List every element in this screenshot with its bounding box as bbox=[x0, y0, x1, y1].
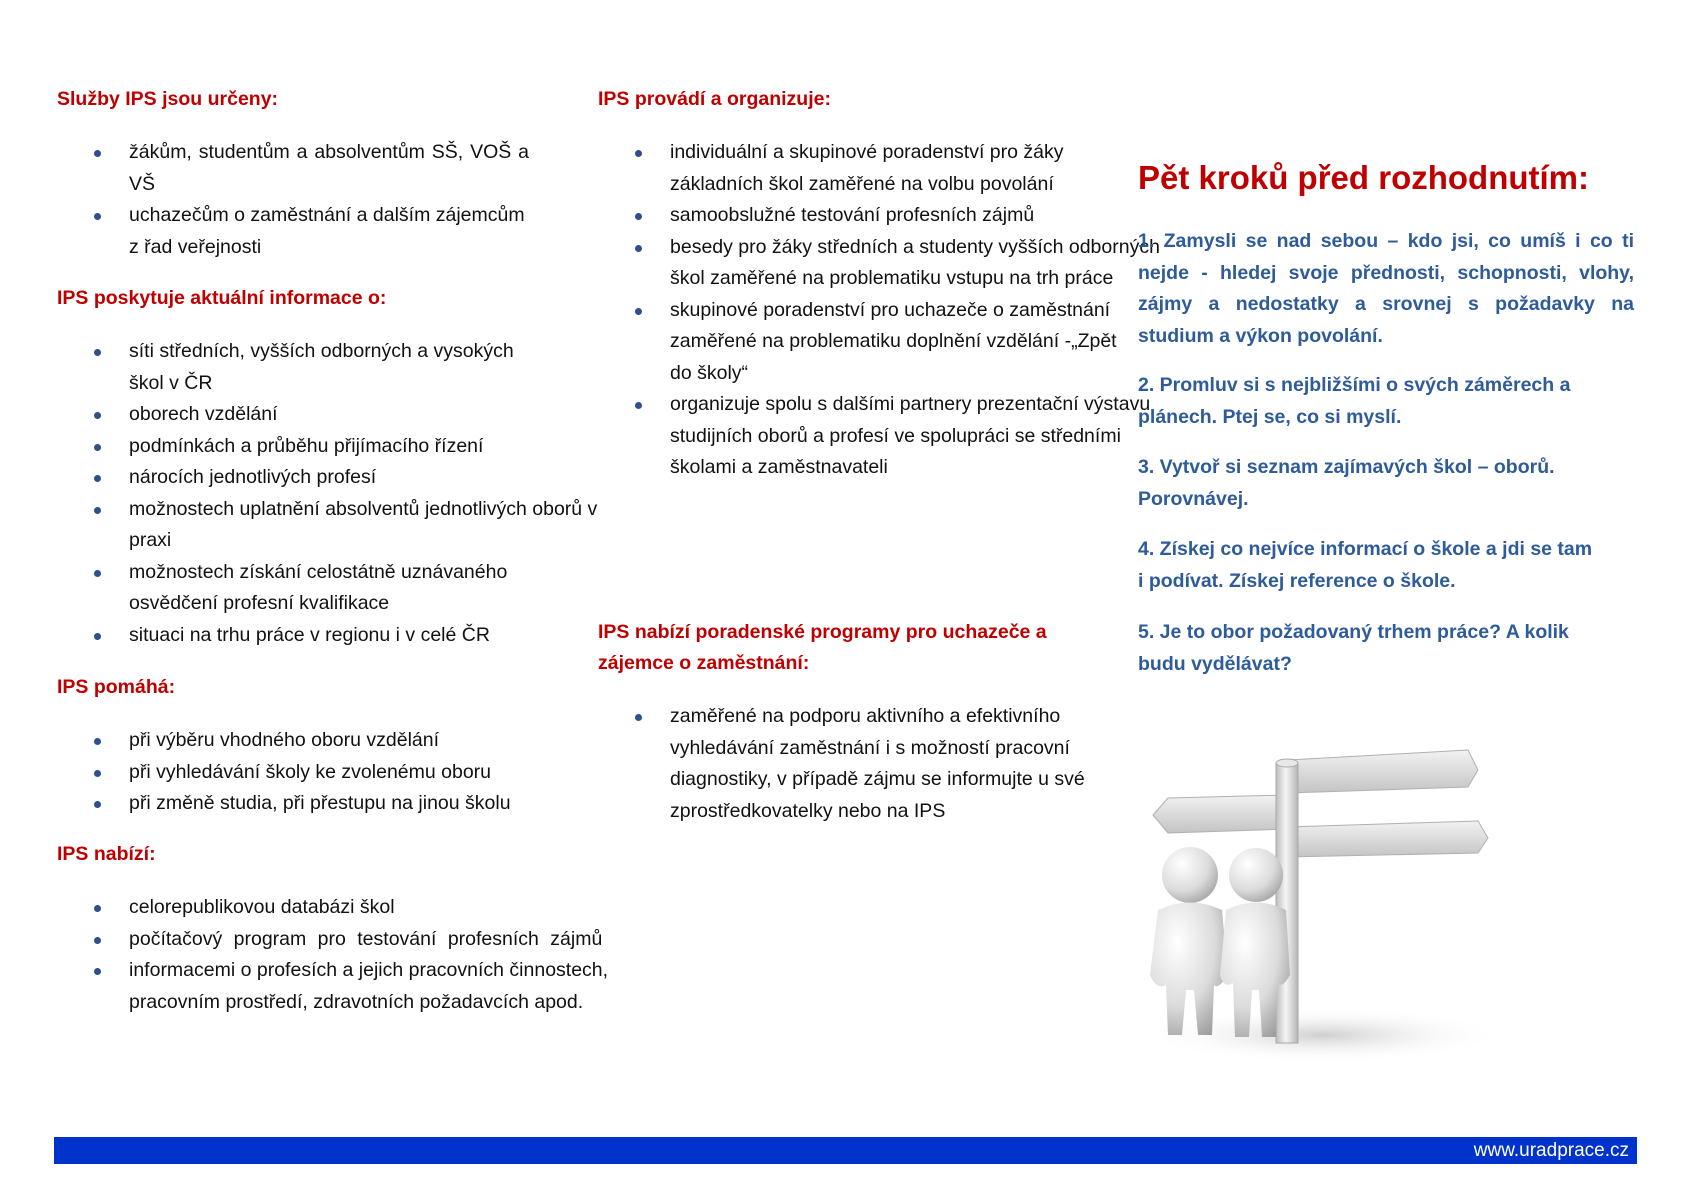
list-item: oborech vzdělání bbox=[57, 399, 557, 431]
list-item: síti středních, vyšších odborných a vysokých škol v ČR bbox=[57, 336, 539, 399]
step-3: 3. Vytvoř si seznam zajímavých škol – oborů. Porovnávej. bbox=[1138, 456, 1555, 510]
footer-bar bbox=[54, 1137, 1637, 1164]
section-title-information: IPS poskytuje aktuální informace o: bbox=[57, 287, 387, 309]
bullet-dot-icon bbox=[635, 150, 642, 157]
section-title-helps: IPS pomáhá: bbox=[57, 676, 176, 698]
steps-title: Pět kroků před rozhodnutím: bbox=[1138, 159, 1590, 196]
step-4: 4. Získej co nejvíce informací o škole a jdi se tam i podívat. Získej reference o škole. bbox=[1138, 538, 1593, 592]
bullet-dot-icon bbox=[94, 349, 101, 356]
bullet-dot-icon bbox=[635, 213, 642, 220]
list-item: samoobslužné testování profesních zájmů bbox=[598, 200, 1108, 232]
list-item: při změně studia, při přestupu na jinou školu bbox=[57, 788, 577, 820]
bullet-dot-icon bbox=[94, 770, 101, 777]
bullet-dot-icon bbox=[94, 633, 101, 640]
bullet-dot-icon bbox=[635, 245, 642, 252]
list-offers bbox=[57, 892, 609, 1018]
list-item: celorepublikovou databázi škol bbox=[57, 892, 557, 924]
bullet-dot-icon bbox=[94, 968, 101, 975]
list-programs bbox=[598, 701, 1108, 827]
list-item: individuální a skupinové poradenství pro žáky základních škol zaměřené na volbu povolání bbox=[598, 137, 1160, 200]
list-item: při výběru vhodného oboru vzdělání bbox=[57, 725, 577, 757]
section-title-offers: IPS nabízí: bbox=[57, 843, 156, 865]
list-item: možnostech získání celostátně uznávaného osvědčení profesní kvalifikace bbox=[57, 557, 589, 620]
bullet-dot-icon bbox=[635, 402, 642, 409]
signpost-figures-illustration-icon bbox=[1138, 735, 1510, 1065]
list-item: uchazečům o zaměstnání a dalším zájemcům z řad veřejnosti bbox=[57, 200, 539, 263]
list-item: počítačový program pro testování profesních zájmů bbox=[57, 924, 629, 956]
bullet-dot-icon bbox=[94, 213, 101, 220]
list-information bbox=[57, 336, 598, 651]
section-title-services: Služby IPS jsou určeny: bbox=[57, 88, 279, 110]
list-item: zaměřené na podporu aktivního a efektivního vyhledávání zaměstnání i s možností pracovní diagnostiky, v případě zájmu se informujte u své zprostředkovatelky nebo na IPS bbox=[598, 701, 1160, 827]
list-item: informacemi o profesích a jejich pracovních činnostech, pracovním prostředí, zdravotních požadavcích apod. bbox=[57, 955, 609, 1018]
bullet-dot-icon bbox=[635, 714, 642, 721]
list-item: žákům, studentům a absolventům SŠ, VOŠ a VŠ bbox=[57, 137, 529, 200]
bullet-dot-icon bbox=[94, 738, 101, 745]
list-item: organizuje spolu s dalšími partnery prezentační výstavu studijních oborů a profesí ve spolupráci se středními školami a zaměstnavateli bbox=[598, 389, 1175, 484]
footer-url-link[interactable]: www.uradprace.cz bbox=[1473, 1140, 1629, 1161]
list-services bbox=[57, 137, 557, 263]
bullet-dot-icon bbox=[94, 444, 101, 451]
list-item: nárocích jednotlivých profesí bbox=[57, 462, 557, 494]
bullet-dot-icon bbox=[94, 570, 101, 577]
list-item: skupinové poradenství pro uchazeče o zaměstnání zaměřené na problematiku doplnění vzdělání -„Zpět do školy“ bbox=[598, 295, 1120, 390]
list-item: při vyhledávání školy ke zvolenému oboru bbox=[57, 757, 577, 789]
list-item: podmínkách a průběhu přijímacího řízení bbox=[57, 431, 557, 463]
list-item: besedy pro žáky středních a studenty vyšších odborných škol zaměřené na problematiku vstupu na trh práce bbox=[598, 232, 1160, 295]
bullet-dot-icon bbox=[94, 150, 101, 157]
bullet-dot-icon bbox=[94, 801, 101, 808]
bullet-dot-icon bbox=[94, 905, 101, 912]
list-organizes bbox=[598, 137, 1160, 484]
list-helps bbox=[57, 725, 577, 820]
list-item: situaci na trhu práce v regionu i v celé ČR bbox=[57, 620, 557, 652]
section-title-organizes: IPS provádí a organizuje: bbox=[598, 88, 831, 110]
bullet-dot-icon bbox=[635, 308, 642, 315]
bullet-dot-icon bbox=[94, 412, 101, 419]
step-2: 2. Promluv si s nejbližšími o svých záměrech a plánech. Ptej se, co si myslí. bbox=[1138, 374, 1571, 428]
bullet-dot-icon bbox=[94, 475, 101, 482]
list-item: možnostech uplatnění absolventů jednotlivých oborů v praxi bbox=[57, 494, 629, 557]
step-1: 1. Zamysli se nad sebou – kdo jsi, co umíš i co ti nejde - hledej svoje přednosti, schopnosti, vlohy, zájmy a nedostatky a srovnej s požadavky na studium a výkon povolání. bbox=[1138, 230, 1634, 347]
step-5: 5. Je to obor požadovaný trhem práce? A kolik budu vydělávat? bbox=[1138, 621, 1569, 675]
bullet-dot-icon bbox=[94, 507, 101, 514]
section-title-programs: IPS nabízí poradenské programy pro uchazeče a zájemce o zaměstnání: bbox=[598, 621, 1047, 674]
bullet-dot-icon bbox=[94, 937, 101, 944]
